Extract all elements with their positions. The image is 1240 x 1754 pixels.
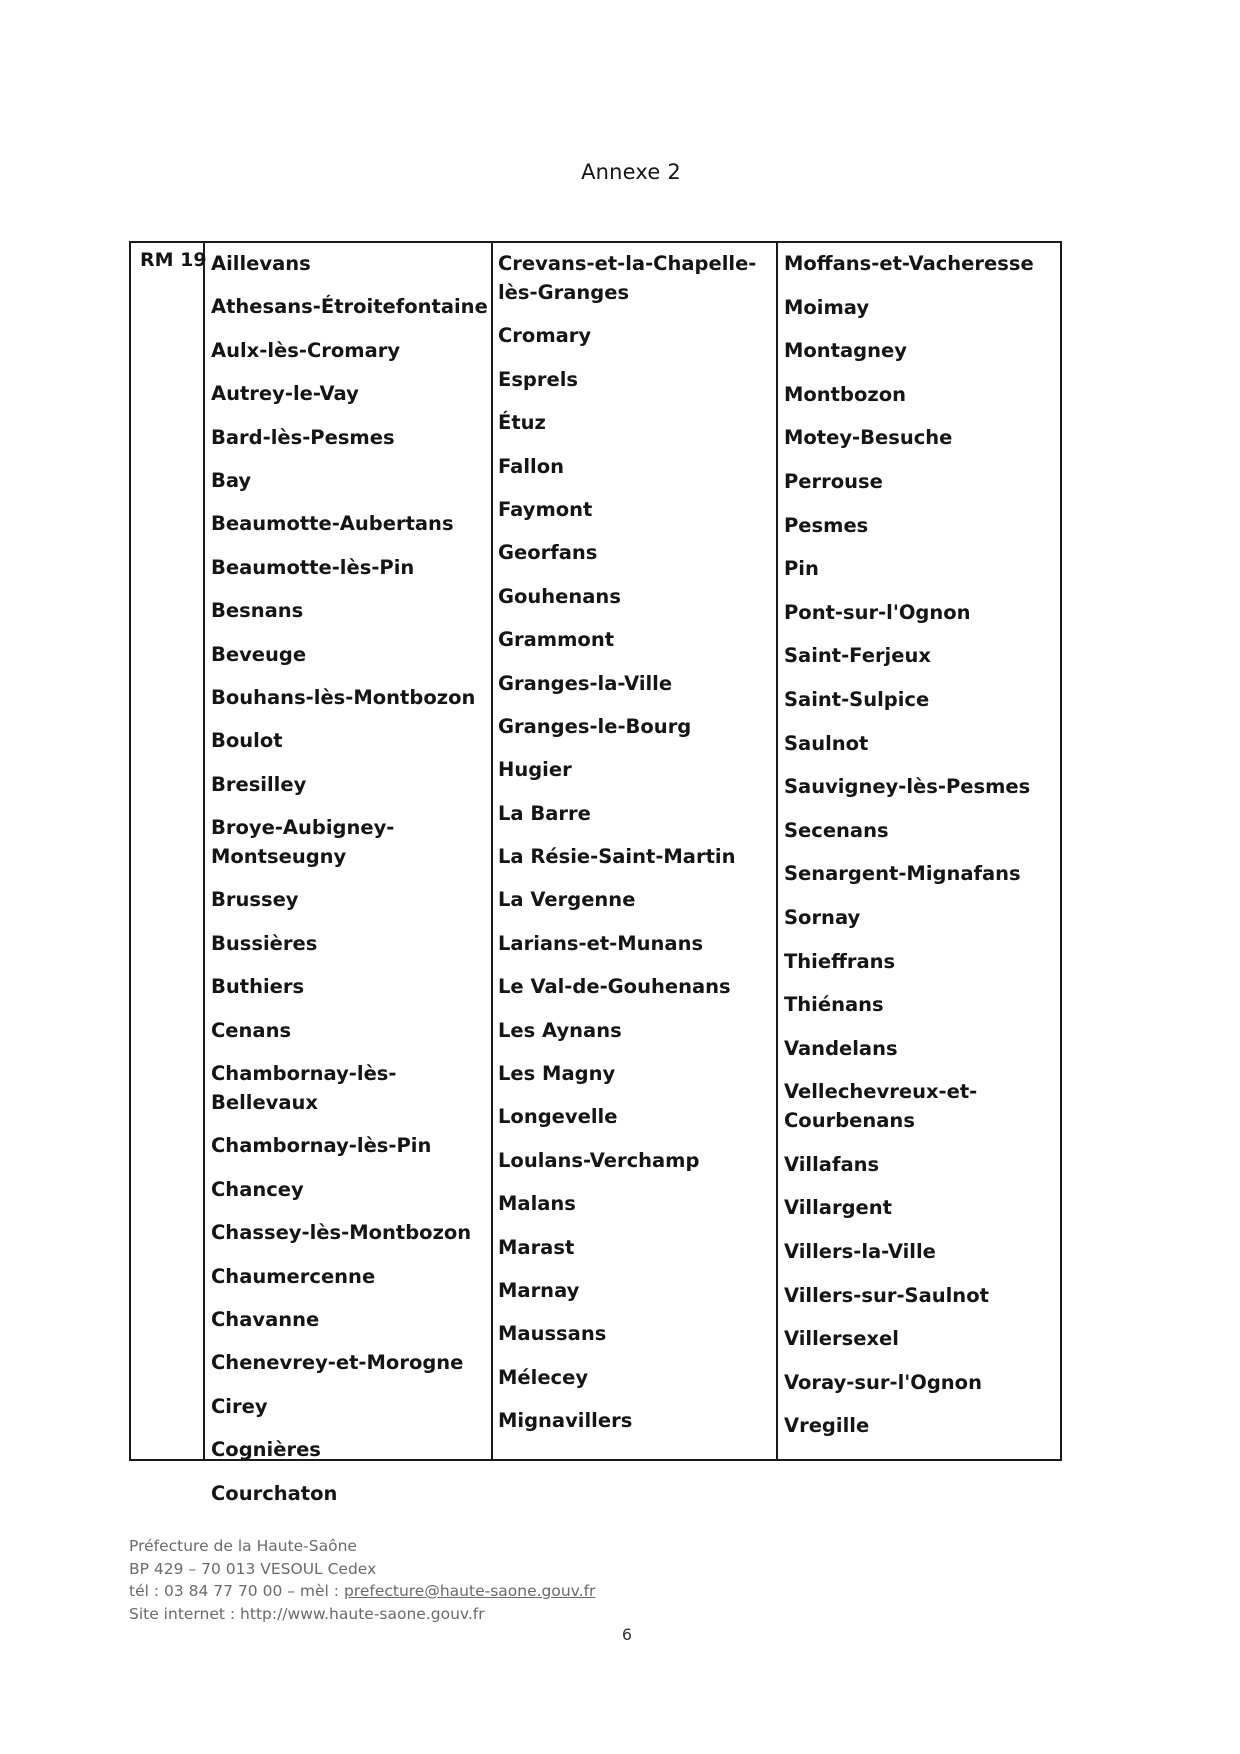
commune-name: Boulot [211, 729, 283, 753]
commune-name: Faymont [498, 497, 593, 521]
commune-name: Longevelle [498, 1105, 618, 1129]
commune-name: Brussey [211, 888, 299, 912]
zone-code: RM 19 [140, 249, 207, 271]
commune-name: Vellechevreux-et-Courbenans [784, 1080, 978, 1133]
commune-name: Chambornay-lès-Bellevaux [211, 1062, 397, 1115]
commune-name: Vregille [784, 1414, 870, 1438]
commune-name: Thiénans [784, 993, 884, 1017]
commune-name: Les Aynans [498, 1018, 622, 1042]
commune-name: Vandelans [784, 1036, 898, 1060]
commune-name: Cognières [211, 1438, 321, 1462]
commune-name: Hugier [498, 758, 572, 782]
commune-name: La Barre [498, 801, 591, 825]
commune-name: Pin [784, 557, 819, 581]
commune-name: Fallon [498, 454, 564, 478]
commune-name: La Vergenne [498, 888, 636, 912]
commune-name: Montagney [784, 339, 907, 363]
commune-name: Cenans [211, 1018, 292, 1042]
commune-name: Aillevans [211, 252, 311, 275]
email-link[interactable]: prefecture@haute-saone.gouv.fr [343, 1582, 596, 1600]
commune-name: Perrouse [784, 469, 883, 493]
commune-name: Sornay [784, 905, 861, 929]
commune-name: Moimay [784, 295, 870, 319]
commune-name: Malans [498, 1192, 576, 1216]
commune-name: Chenevrey-et-Morogne [211, 1351, 464, 1375]
commune-name: Loulans-Verchamp [498, 1148, 700, 1172]
commune-name: Bay [211, 468, 252, 492]
commune-name: Marnay [498, 1278, 580, 1302]
commune-name: Saint-Ferjeux [784, 644, 931, 668]
footer-line: Site internet : http://www.haute-saone.gouv.fr [129, 1604, 485, 1623]
commune-name: Saulnot [784, 731, 869, 755]
commune-name: Athesans-Étroitefontaine [211, 295, 488, 319]
communes-table [129, 241, 1062, 1505]
commune-name: Esprels [498, 367, 579, 391]
column-divider [491, 243, 493, 1459]
commune-name: La Résie-Saint-Martin [498, 845, 736, 869]
commune-name: Villafans [784, 1152, 880, 1176]
page-number: 6 [621, 1625, 633, 1644]
commune-name: Voray-sur-l'Ognon [784, 1370, 982, 1394]
commune-name: Broye-Aubigney-Montseugny [211, 816, 395, 869]
commune-name: Mignavillers [498, 1409, 633, 1433]
commune-name: Besnans [211, 599, 304, 623]
footer-line: Préfecture de la Haute-Saône [129, 1537, 357, 1555]
commune-name: Beaumotte-Aubertans [211, 512, 454, 536]
commune-name: Chambornay-lès-Pin [211, 1134, 432, 1158]
commune-name: Grammont [498, 628, 615, 652]
commune-name: Bussières [211, 931, 318, 955]
commune-name: Saint-Sulpice [784, 687, 930, 711]
commune-name: Mélecey [498, 1365, 589, 1389]
commune-name: Chassey-lès-Montbozon [211, 1221, 472, 1245]
commune-name: Chancey [211, 1177, 304, 1201]
commune-name: Bard-lès-Pesmes [211, 425, 395, 449]
commune-name: Courchaton [211, 1481, 338, 1505]
commune-name: Thieffrans [784, 949, 896, 973]
commune-name: Granges-le-Bourg [498, 714, 692, 738]
commune-name: Georfans [498, 541, 598, 565]
commune-name: Crevans-et-la-Chapelle-lès-Granges [498, 252, 757, 304]
commune-name: Étuz [498, 411, 546, 435]
column-divider [203, 243, 205, 1459]
commune-name: Chaumercenne [211, 1264, 376, 1288]
commune-name: Senargent-Mignafans [784, 862, 1021, 886]
footer-phone: tél : 03 84 77 70 00 – mèl : [129, 1582, 344, 1600]
commune-name: Le Val-de-Gouhenans [498, 975, 731, 999]
commune-name: Secenans [784, 818, 889, 842]
commune-name: Bouhans-lès-Montbozon [211, 685, 476, 709]
column-divider [776, 243, 778, 1459]
commune-column-2 [498, 249, 774, 1450]
commune-name: Larians-et-Munans [498, 931, 704, 955]
page-title: Annexe 2 [581, 160, 681, 184]
commune-name: Villersexel [784, 1327, 899, 1351]
commune-name: Aulx-lès-Cromary [211, 338, 401, 362]
commune-name: Gouhenans [498, 584, 621, 608]
footer-contact [129, 1580, 595, 1603]
commune-name: Moffans-et-Vacheresse [784, 252, 1034, 275]
footer-line: BP 429 – 70 013 VESOUL Cedex [129, 1559, 377, 1578]
commune-name: Pont-sur-l'Ognon [784, 600, 971, 624]
commune-name: Villers-sur-Saulnot [784, 1283, 989, 1307]
commune-name: Cromary [498, 324, 592, 348]
commune-name: Maussans [498, 1322, 607, 1346]
commune-name: Les Magny [498, 1062, 616, 1086]
commune-name: Marast [498, 1235, 575, 1259]
commune-name: Motey-Besuche [784, 426, 953, 450]
commune-name: Beaumotte-lès-Pin [211, 555, 415, 579]
commune-name: Bresilley [211, 772, 307, 796]
commune-name: Buthiers [211, 975, 305, 999]
commune-name: Villargent [784, 1196, 892, 1220]
commune-name: Villers-la-Ville [784, 1240, 936, 1264]
commune-name: Granges-la-Ville [498, 671, 673, 695]
commune-name: Pesmes [784, 513, 869, 537]
commune-name: Cirey [211, 1394, 268, 1418]
commune-column-3 [784, 249, 1054, 1455]
commune-name: Autrey-le-Vay [211, 382, 359, 406]
commune-name: Montbozon [784, 382, 906, 406]
footer-address [129, 1535, 595, 1625]
commune-name: Sauvigney-lès-Pesmes [784, 775, 1031, 799]
commune-name: Chavanne [211, 1307, 320, 1331]
commune-name: Beveuge [211, 642, 307, 666]
commune-column-1 [211, 249, 491, 1522]
